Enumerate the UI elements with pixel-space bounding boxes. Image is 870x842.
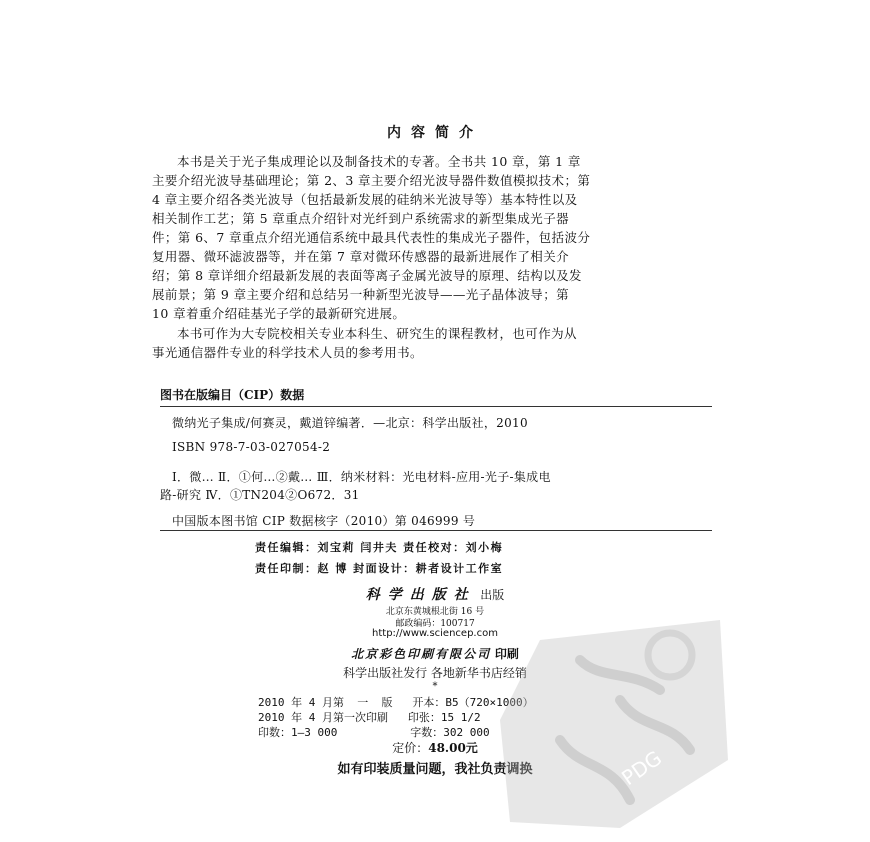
cip-title-line: 微纳光子集成/何赛灵，戴道锌编著．—北京：科学出版社，2010 [172, 416, 528, 430]
printer-line [0, 645, 870, 662]
publisher-postcode: 邮政编码：100717 [395, 619, 475, 629]
price-value: 48.00元 [428, 741, 478, 755]
cip-classification-line: 路-研究 Ⅳ．①TN204②O672．31 [160, 488, 360, 502]
cip-classification-line: Ⅰ．微… Ⅱ．①何…②戴… Ⅲ．纳米材料：光电材料-应用-光子-集成电 [172, 470, 551, 484]
cip-bottom-rule [160, 530, 712, 531]
intro-line: 件；第 6、7 章重点介绍光通信系统中最具代表性的集成光子器件，包括波分 [152, 230, 591, 245]
publisher-name: 科学出版社 [365, 587, 476, 603]
quality-notice: 如有印装质量问题，我社负责调换 [337, 762, 533, 777]
intro-line: 绍；第 8 章详细介绍最新发展的表面等离子金属光波导的原理、结构以及发 [152, 268, 582, 283]
library-stamp-watermark [470, 600, 730, 830]
distribution-line: 科学出版社发行 各地新华书店经销 [343, 666, 527, 680]
intro-line: 主要介绍光波导基础理论；第 2、3 章主要介绍光波导器件数值模拟技术；第 [152, 173, 591, 188]
intro-line: 复用器、微环滤波器等，并在第 7 章对微环传感器的最新进展作了相关介 [152, 249, 570, 264]
cip-isbn: ISBN 978-7-03-027054-2 [172, 440, 331, 454]
publisher-line [0, 584, 870, 604]
cip-header: 图书在版编目（CIP）数据 [160, 388, 305, 402]
intro-line: 10 章着重介绍硅基光子学的最新研究进展。 [152, 306, 406, 321]
price-label: 定价： [392, 741, 429, 755]
cip-library-number: 中国版本图书馆 CIP 数据核字（2010）第 046999 号 [172, 514, 476, 528]
section-title: 内容简介 [387, 125, 483, 141]
cip-top-rule [160, 406, 712, 407]
publisher-website: http://www.sciencep.com [372, 628, 498, 639]
print-run-line: 印数：1—3 000 字数：302 000 [258, 726, 490, 739]
usage-line: 事光通信器件专业的科学技术人员的参考用书。 [152, 345, 423, 360]
intro-line: 相关制作工艺；第 5 章重点介绍针对光纤到户系统需求的新型集成光子器 [152, 211, 570, 226]
price-line [0, 739, 870, 756]
printer-suffix: 印刷 [494, 647, 519, 661]
intro-line: 4 章主要介绍各类光波导（包括最新发展的硅纳米光波导等）基本特性以及 [152, 192, 578, 207]
separator-mark: * [432, 681, 438, 692]
intro-paragraph [152, 152, 590, 323]
production-credits: 责任印制：赵 博 封面设计：耕者设计工作室 [255, 562, 504, 575]
stamp-label: PDG [617, 745, 667, 791]
intro-line: 本书是关于光子集成理论以及制备技术的专著。全书共 10 章，第 1 章 [177, 154, 581, 169]
stamp-shape [500, 620, 728, 828]
printer-name: 北京彩色印刷有限公司 [351, 647, 492, 661]
editor-credits: 责任编辑：刘宝莉 闫井夫 责任校对：刘小梅 [255, 541, 504, 554]
publisher-address: 北京东黄城根北街 16 号 [385, 607, 485, 617]
publisher-suffix: 出版 [480, 588, 505, 602]
printing-line: 2010 年 4 月第一次印刷 印张：15 1/2 [258, 711, 481, 724]
edition-line: 2010 年 4 月第 一 版 开本：B5（720×1000） [258, 696, 534, 709]
intro-line: 展前景；第 9 章主要介绍和总结另一种新型光波导——光子晶体波导；第 [152, 287, 570, 302]
usage-line: 本书可作为大专院校相关专业本科生、研究生的课程教材，也可作为从 [177, 326, 577, 341]
usage-paragraph [152, 324, 577, 362]
